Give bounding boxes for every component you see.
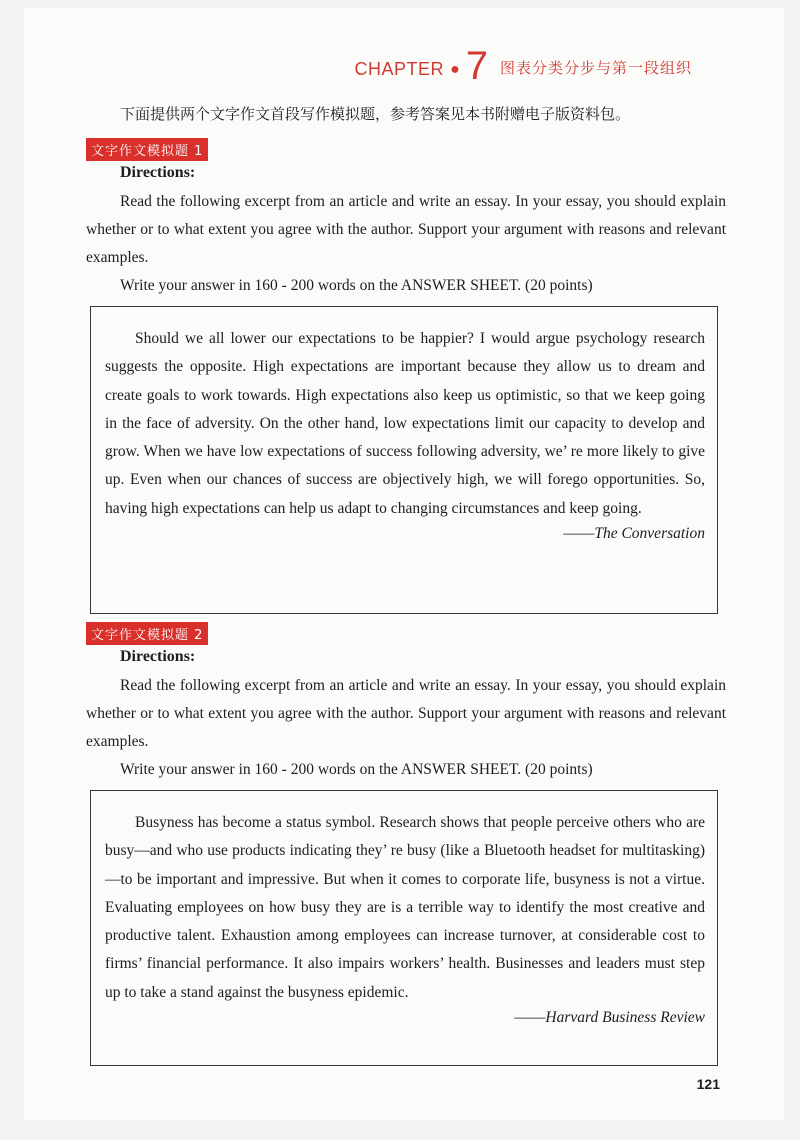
source-dash: —— — [563, 525, 595, 543]
excerpt-box-1 — [90, 306, 718, 614]
directions-label: Directions: — [120, 648, 196, 665]
excerpt-box-2 — [90, 790, 718, 1066]
word-limit-text: Write your answer in 160 - 200 words on the ANSWER SHEET. (20 points) — [120, 761, 593, 778]
excerpt-text: Should we all lower our expectations to be happier? I would argue psychology research suggests the opposite. High expectations are important because they allow us to dream and create goals to work towards. High expectations also keep us optimistic, so that we keep going in the face of adversity. On the other hand, low expectations limit our capacity to develop and grow. When we have low expectations of success following adversity, we’ re more likely to give up. Even when our chances of success are objectively high, we will forego opportunities. So, having high expectations can help us adapt to changing circumstances and keep going. — [105, 330, 705, 517]
excerpt-text: Busyness has become a status symbol. Research shows that people perceive others who are busy—and who use products indicating they’ re busy (like a Bluetooth headset for multitasking)—to be important and impressive. But when it comes to corporate life, busyness is not a virtue. Evaluating employees on how busy they are is a terrible way to identify the most creative and productive talent. Exhaustion among employees can increase turnover, at considerable cost to firms’ financial performance. It also impairs workers’ health. Businesses and leaders must step up to take a stand against the busyness epidemic. — [105, 814, 705, 1001]
excerpt-source — [105, 525, 705, 543]
chapter-title: 图表分类分步与第一段组织 — [499, 60, 692, 77]
question-section-2 — [86, 648, 726, 784]
question-tag-1: 文字作文模拟题 1 — [86, 138, 208, 161]
question-tag-2: 文字作文模拟题 2 — [86, 622, 208, 645]
directions-label: Directions: — [120, 164, 196, 181]
source-name: Harvard Business Review — [545, 1009, 705, 1027]
chapter-dot-icon: ● — [450, 61, 460, 78]
instruction-text: Read the following excerpt from an article and write an essay. In your essay, you should explain whether or to what extent you agree with the author. Support your argument with reasons and relevant examples. — [86, 193, 726, 266]
page-number: 121 — [696, 1076, 720, 1092]
chapter-header — [355, 46, 692, 86]
intro-text: 下面提供两个文字作文首段写作模拟题，参考答案见本书附赠电子版资料包。 — [120, 105, 631, 123]
instruction-text: Read the following excerpt from an article and write an essay. In your essay, you should explain whether or to what extent you agree with the author. Support your argument with reasons and relevant examples. — [86, 677, 726, 750]
word-limit-text: Write your answer in 160 - 200 words on the ANSWER SHEET. (20 points) — [120, 277, 593, 294]
source-name: The Conversation — [594, 525, 705, 543]
book-page — [24, 8, 784, 1120]
chapter-number: 7 — [465, 44, 488, 88]
excerpt-source — [105, 1009, 705, 1027]
question-section-1 — [86, 164, 726, 300]
source-dash: —— — [514, 1009, 546, 1027]
chapter-label: CHAPTER — [354, 59, 445, 79]
